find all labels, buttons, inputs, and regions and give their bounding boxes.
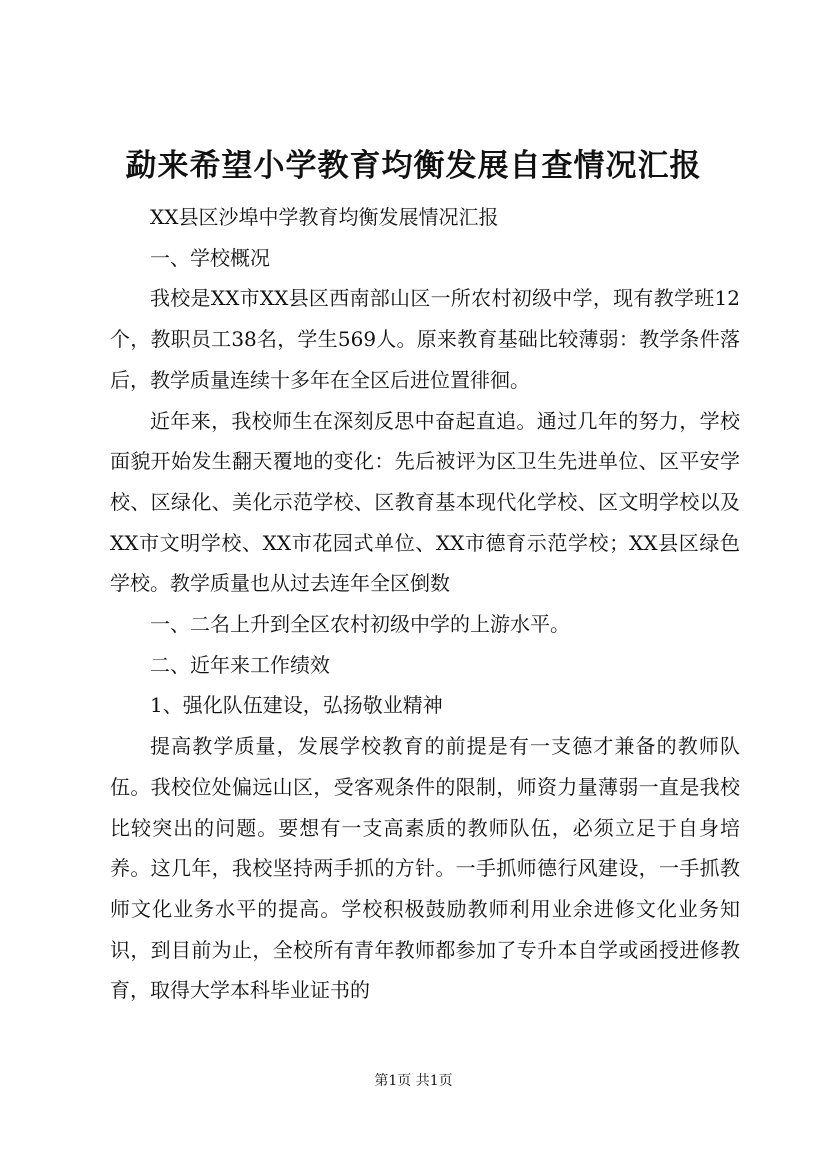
document-title: 勐来希望小学教育均衡发展自查情况汇报: [125, 148, 702, 184]
paragraph-teacher-training: 提高教学质量，发展学校教育的前提是有一支德才兼备的教师队伍。我校位处偏远山区，受客观条件的限制，师资力量薄弱一直是我校比较突出的问题。要想有一支高素质的教师队伍，必须立足于自身培养。这几年，我校坚持两手抓的方针。一手抓师德行风建设，一手抓教师文化业务水平的提高。学校积极鼓励教师利用业余进修文化业务知识，到目前为止，全校所有青年教师都参加了专升本自学或函授进修教育，取得大学本科毕业证书的: [110, 734, 740, 1003]
paragraph-heading-team-building: 1、强化队伍建设，弘扬敬业精神: [150, 693, 443, 718]
document-body: [110, 197, 740, 1011]
paragraph-school-intro: 我校是XX市XX县区西南部山区一所农村初级中学，现有教学班12个，教职员工38名，学生569人。原来教育基础比较薄弱：教学条件落后，教学质量连续十多年在全区后进位置徘徊。: [110, 286, 740, 392]
paragraph-heading-achievements: 二、近年来工作绩效: [150, 652, 330, 677]
paragraph-ranking-rise: 一、二名上升到全区农村初级中学的上游水平。: [150, 612, 570, 637]
paragraph-recent-progress: 近年来，我校师生在深刻反思中奋起直追。通过几年的努力，学校面貌开始发生翻天覆地的变化：先后被评为区卫生先进单位、区平安学校、区绿化、美化示范学校、区教育基本现代化学校、区文明学校以及XX市文明学校、XX市花园式单位、XX市德育示范学校；XX县区绿色学校。教学质量也从过去连年全区倒数: [110, 408, 740, 596]
page-footer: 第1页 共1页: [374, 1073, 453, 1089]
paragraph-subtitle: XX县区沙埠中学教育均衡发展情况汇报: [150, 205, 499, 229]
paragraph-heading-school-overview: 一、学校概况: [150, 245, 270, 270]
